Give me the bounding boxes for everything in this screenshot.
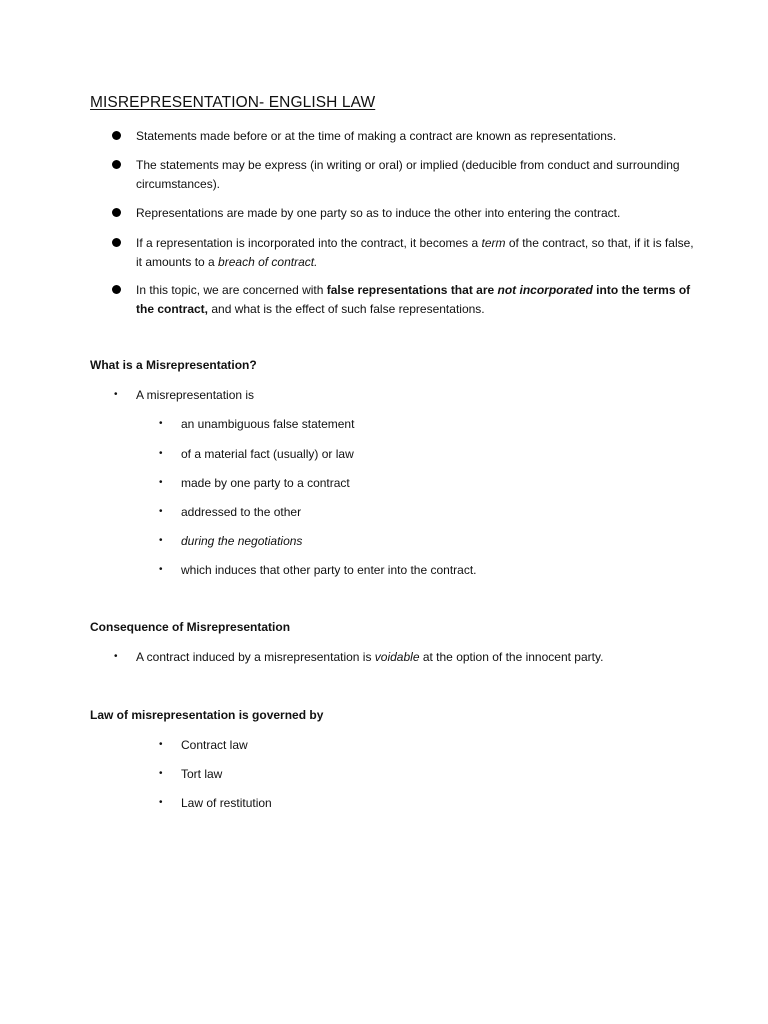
list-item-text: of a material fact (usually) or law <box>181 447 354 461</box>
list-item-text: A misrepresentation is <box>136 388 255 402</box>
intro-bullet-3 <box>136 204 696 223</box>
list-item-text: addressed to the other <box>181 505 302 519</box>
bullet-icon: • <box>159 418 163 429</box>
section-heading-what: What is a Misrepresentation? <box>90 358 257 372</box>
bullet-icon: • <box>159 739 163 750</box>
bullet-icon: • <box>159 535 163 546</box>
page-title: MISREPRESENTATION- ENGLISH LAW <box>90 94 376 111</box>
intro-bullet-text: The statements may be express (in writing or oral) or implied (deducible from conduct and surrounding circumstances). <box>136 158 680 191</box>
bullet-icon: • <box>114 651 118 662</box>
text-run: In this topic, we are concerned with <box>136 283 327 297</box>
list-item <box>159 475 350 491</box>
bold-run: into the terms of the contract, <box>136 283 691 316</box>
list-item-text: Contract law <box>181 738 248 752</box>
text-run: of the contract, so that, if it is false, it amounts to a <box>136 236 694 269</box>
intro-bullet-text: Statements made before or at the time of making a contract are known as representations. <box>136 129 617 143</box>
bullet-icon: • <box>159 797 163 808</box>
text-run: and what is the effect of such false representations. <box>208 301 485 316</box>
list-item <box>159 416 355 432</box>
list-item-text <box>136 650 603 664</box>
intro-bullet-2 <box>136 156 696 193</box>
bold-run: false representations that are <box>326 283 498 297</box>
bullet-icon: • <box>114 389 118 400</box>
intro-bullet-text: Representations are made by one party so as to induce the other into entering the contract. <box>136 206 621 220</box>
intro-bullet-text <box>136 283 690 316</box>
emphasis-term: term <box>481 236 506 250</box>
text-run: If a representation is incorporated into the contract, it becomes a <box>136 236 482 250</box>
emphasis-breach: breach of contract. <box>218 254 318 269</box>
bold-italic-run: not incorporated <box>497 283 593 297</box>
bullet-icon: • <box>159 768 163 779</box>
list-item-text: Law of restitution <box>181 796 272 810</box>
section-heading-law: Law of misrepresentation is governed by <box>90 708 324 722</box>
bullet-dot-icon <box>112 285 121 294</box>
bullet-icon: • <box>159 448 163 459</box>
bullet-icon: • <box>159 477 163 488</box>
list-item <box>159 533 303 549</box>
bullet-dot-icon <box>112 238 121 247</box>
list-item <box>159 446 354 462</box>
bullet-dot-icon <box>112 160 121 169</box>
list-item-text: Tort law <box>181 767 223 781</box>
list-item <box>159 795 272 811</box>
list-item <box>159 737 248 753</box>
intro-bullet-1 <box>136 127 696 146</box>
bullet-icon: • <box>159 564 163 575</box>
list-item-text: made by one party to a contract <box>181 476 350 490</box>
intro-bullet-4 <box>136 234 696 271</box>
bullet-dot-icon <box>112 208 121 217</box>
bullet-dot-icon <box>112 131 121 140</box>
bullet-icon: • <box>159 506 163 517</box>
list-item-text: an unambiguous false statement <box>181 417 355 431</box>
list-item-text: during the negotiations <box>181 534 303 548</box>
list-item <box>159 562 477 578</box>
list-item <box>114 387 255 403</box>
list-item <box>159 504 302 520</box>
section-heading-consequence: Consequence of Misrepresentation <box>90 620 291 634</box>
list-item-text: which induces that other party to enter into the contract. <box>181 563 477 577</box>
text-run: at the option of the innocent party. <box>419 650 604 664</box>
list-item <box>159 766 223 782</box>
intro-bullet-text <box>136 236 694 269</box>
text-run: A contract induced by a misrepresentation is <box>136 650 375 664</box>
emphasis-voidable: voidable <box>374 650 420 664</box>
list-item <box>114 649 604 665</box>
intro-bullet-5 <box>136 281 696 318</box>
